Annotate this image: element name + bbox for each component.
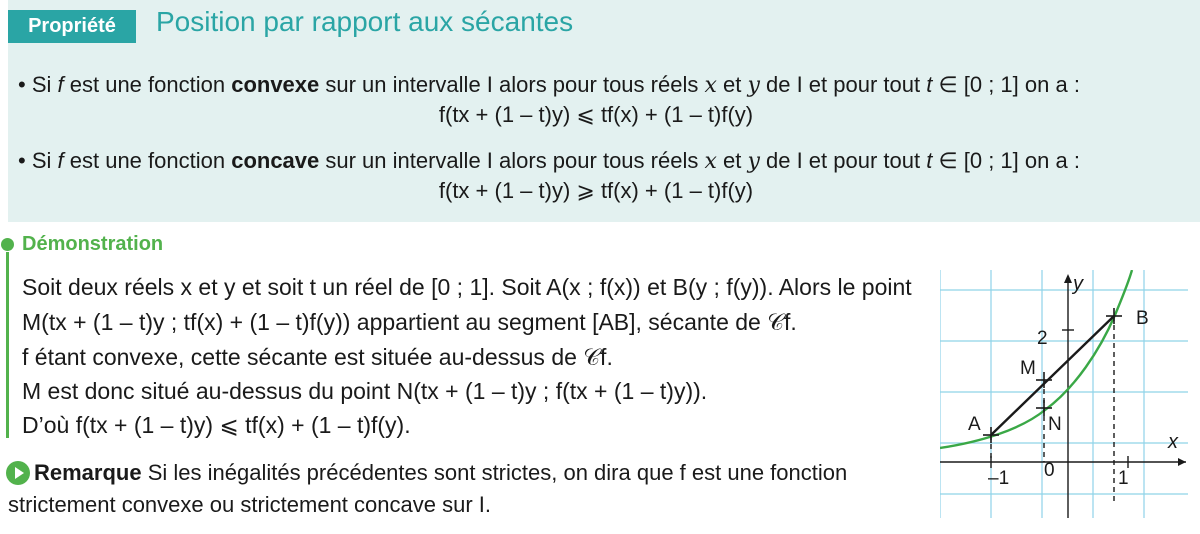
tick-label-x-neg1: –1 (988, 468, 1010, 489)
remark-play-icon (6, 461, 30, 485)
property-tag: Propriété (8, 10, 136, 43)
point-M-label: M (1020, 358, 1036, 379)
demo-side-bar (6, 252, 9, 438)
y-axis-arrow (1064, 274, 1072, 283)
rule-convex-statement: • Si f est une fonction convexe sur un intervalle I alors pour tous réels x et y de I et pour tout t ∈ [0 ; 1] on a : (18, 72, 1080, 98)
tick-label-x-1: 1 (1118, 468, 1129, 489)
property-title: Position par rapport aux sécantes (156, 6, 574, 37)
demo-line-2: M(tx + (1 – t)y ; tf(x) + (1 – t)f(y)) appartient au segment [AB], sécante de 𝒞f. (22, 309, 797, 335)
tick-label-y-2: 2 (1037, 328, 1048, 349)
point-A-label: A (968, 414, 981, 435)
rule-concave-statement: • Si f est une fonction concave sur un intervalle I alors pour tous réels x et y de I et pour tout t ∈ [0 ; 1] on a : (18, 148, 1080, 174)
remark-line-1: Remarque Si les inégalités précédentes sont strictes, on dira que f est une fonction (34, 460, 848, 485)
demo-title: Démonstration (22, 233, 164, 255)
demo-line-3: f étant convexe, cette sécante est située au-dessus de 𝒞f. (22, 344, 613, 370)
remark-line-2: strictement convexe ou strictement concave sur I. (8, 492, 491, 517)
demo-line-4: M est donc situé au-dessus du point N(tx + (1 – t)y ; f(tx + (1 – t)y)). (22, 378, 708, 404)
tick-label-x-0: 0 (1044, 460, 1055, 481)
demo-line-1: Soit deux réels x et y et soit t un réel de [0 ; 1]. Soit A(x ; f(x)) et B(y ; f(y)). Alors le point (22, 274, 912, 300)
x-axis-arrow (1178, 458, 1186, 466)
convexity-graph (940, 270, 1188, 520)
demo-bullet-dot (1, 238, 14, 251)
x-axis-label: x (1168, 431, 1178, 453)
point-N-label: N (1048, 414, 1062, 435)
point-B-label: B (1136, 308, 1149, 329)
rule-concave-formula: f(tx + (1 – t)y) ⩾ tf(x) + (1 – t)f(y) (438, 178, 754, 203)
point-M-marker (1036, 372, 1052, 388)
demo-line-5: D’où f(tx + (1 – t)y) ⩽ tf(x) + (1 – t)f(y). (22, 412, 411, 438)
y-axis-label: y (1073, 273, 1083, 295)
rule-convex-formula: f(tx + (1 – t)y) ⩽ tf(x) + (1 – t)f(y) (438, 102, 754, 127)
